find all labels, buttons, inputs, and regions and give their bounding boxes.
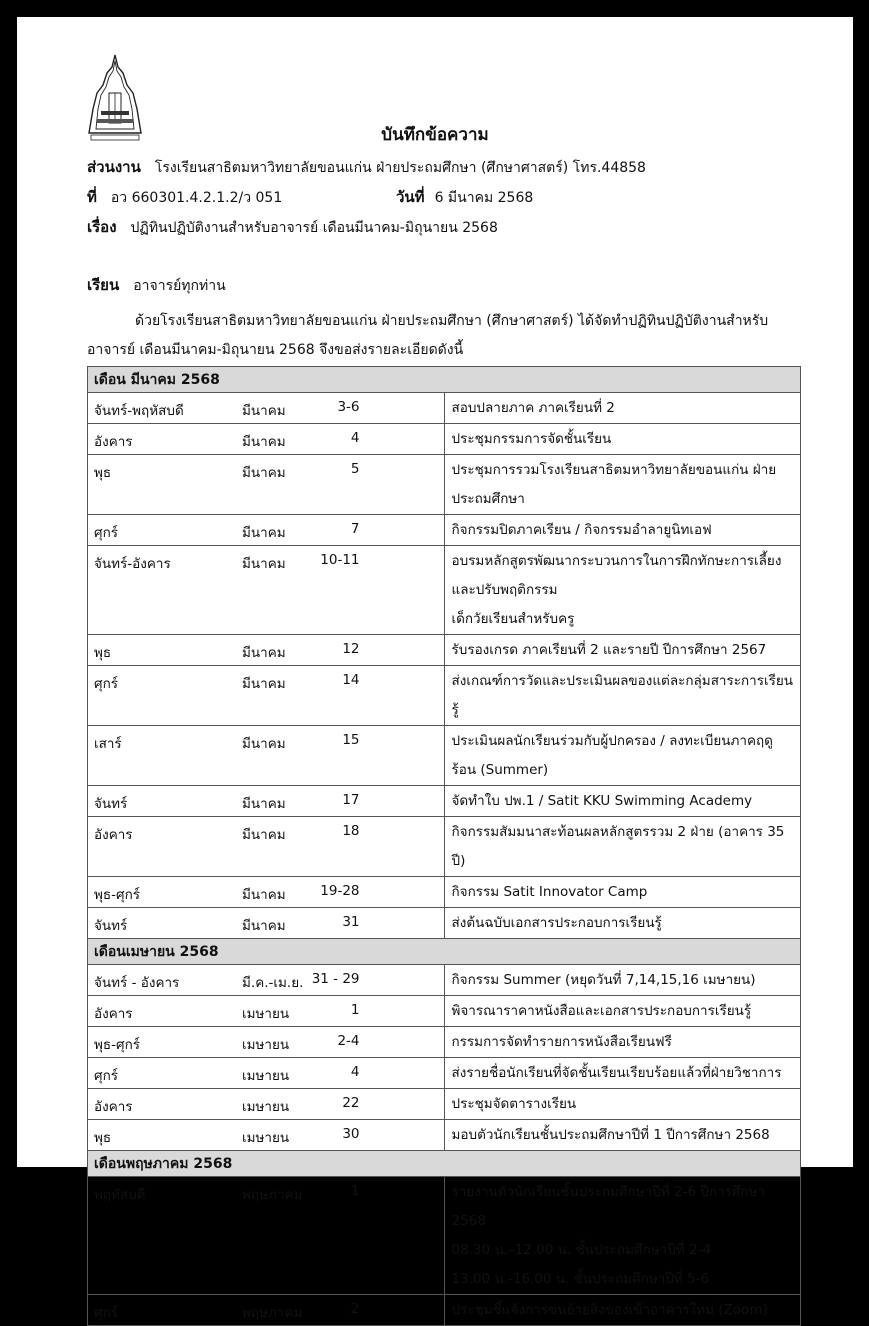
table-row xyxy=(88,635,801,666)
table-row xyxy=(88,786,801,817)
day-name: จันทร์-อังคาร xyxy=(94,556,171,572)
memo-title: บันทึกข้อความ xyxy=(381,125,489,145)
month-name: พฤษภาคม xyxy=(242,1305,303,1321)
date-cell xyxy=(88,965,445,996)
date-label: วันที่ xyxy=(396,188,425,206)
day-name: พุธ xyxy=(94,1130,112,1146)
date-cell xyxy=(88,1120,445,1151)
activity-text: มอบตัวนักเรียนชั้นประถมศึกษาปีที่ 1 ปีการศึกษา 2568 xyxy=(451,1127,770,1143)
date-number: 5 xyxy=(350,461,360,477)
date-cell xyxy=(88,726,445,786)
schedule-table xyxy=(87,366,801,1326)
activity-text: ประชุมการรวมโรงเรียนสาธิตมหาวิทยาลัยขอนแก่น ฝ่ายประถมศึกษา xyxy=(451,462,777,507)
activity-cell xyxy=(444,1089,801,1120)
table-row xyxy=(88,726,801,786)
day-name: พฤหัสบดี xyxy=(94,1187,146,1203)
activity-text: ส่งเกณฑ์การวัดและประเมินผลของแต่ละกลุ่มสาระการเรียนรู้ xyxy=(451,673,794,718)
activity-text: รับรองเกรด ภาคเรียนที่ 2 และรายปี ปีการศึกษา 2567 xyxy=(451,642,767,658)
activity-cell xyxy=(444,393,801,424)
recipient-value: อาจารย์ทุกท่าน xyxy=(133,278,226,294)
date-cell xyxy=(88,666,445,726)
date-cell xyxy=(88,908,445,939)
date-number: 10-11 xyxy=(320,552,360,568)
table-row xyxy=(88,546,801,635)
month-name: มีนาคม xyxy=(242,645,286,661)
table-row xyxy=(88,1089,801,1120)
activity-cell xyxy=(444,996,801,1027)
subject-label: เรื่อง xyxy=(87,218,117,236)
date-cell xyxy=(88,817,445,877)
date-cell xyxy=(88,424,445,455)
month-name: มีนาคม xyxy=(242,676,286,692)
day-name: อังคาร xyxy=(94,1099,133,1115)
activity-text: 13.00 น.-16.00 น. ชั้นประถมศึกษาปีที่ 5-6 xyxy=(451,1271,710,1287)
date-number: 1 xyxy=(350,1002,360,1018)
month-name: พฤษภาคม xyxy=(242,1187,303,1203)
month-header-row xyxy=(88,367,801,393)
day-name: พุธ xyxy=(94,645,112,661)
body-line: ด้วยโรงเรียนสาธิตมหาวิทยาลัยขอนแก่น ฝ่ายประถมศึกษา (ศึกษาศาสตร์) ได้จัดทำปฏิทินปฏิบัติงานสำหรับ xyxy=(135,313,769,329)
month-header: เดือนเมษายน 2568 xyxy=(88,939,801,965)
activity-text: กิจกรรมปิดภาคเรียน / กิจกรรมอำลายูนิทเอฟ xyxy=(451,522,712,538)
date-cell xyxy=(88,1089,445,1120)
day-name: พุธ-ศุกร์ xyxy=(94,887,141,903)
activity-cell xyxy=(444,1120,801,1151)
day-name: จันทร์-พฤหัสบดี xyxy=(94,403,184,419)
date-cell xyxy=(88,635,445,666)
activity-text: ประเมินผลนักเรียนร่วมกับผู้ปกครอง / ลงทะเบียนภาคฤดูร้อน (Summer) xyxy=(451,733,773,778)
month-header-row xyxy=(88,1151,801,1177)
activity-cell xyxy=(444,908,801,939)
date-number: 19-28 xyxy=(320,883,360,899)
table-row xyxy=(88,908,801,939)
month-name: มีนาคม xyxy=(242,403,286,419)
date-cell xyxy=(88,455,445,515)
activity-cell xyxy=(444,666,801,726)
month-name: มีนาคม xyxy=(242,465,286,481)
table-row xyxy=(88,1120,801,1151)
activity-text: เด็กวัยเรียนสำหรับครู xyxy=(451,611,575,627)
department-label: ส่วนงาน xyxy=(87,158,141,176)
month-header-row xyxy=(88,939,801,965)
day-name: พุธ-ศุกร์ xyxy=(94,1037,141,1053)
date-number: 14 xyxy=(342,672,360,688)
recipient-label: เรียน xyxy=(87,276,120,294)
date-number: 4 xyxy=(350,1064,360,1080)
month-header: เดือนพฤษภาคม 2568 xyxy=(88,1151,801,1177)
month-name: มีนาคม xyxy=(242,796,286,812)
activity-cell xyxy=(444,786,801,817)
activity-cell xyxy=(444,1027,801,1058)
day-name: ศุกร์ xyxy=(94,525,118,541)
date-number: 7 xyxy=(350,521,360,537)
day-name: อังคาร xyxy=(94,827,133,843)
activity-text: อบรมหลักสูตรพัฒนากระบวนการในการฝึกทักษะการเลี้ยงและปรับพฤติกรรม xyxy=(451,553,782,598)
month-name: มีนาคม xyxy=(242,736,286,752)
activity-cell xyxy=(444,515,801,546)
day-name: พุธ xyxy=(94,465,112,481)
activity-text: พิจารณาราคาหนังสือและเอกสารประกอบการเรียนรู้ xyxy=(451,1003,752,1019)
activity-cell xyxy=(444,726,801,786)
month-name: มี.ค.-เม.ย. xyxy=(242,975,304,991)
month-name: เมษายน xyxy=(242,1006,290,1022)
department-value: โรงเรียนสาธิตมหาวิทยาลัยขอนแก่น ฝ่ายประถมศึกษา (ศึกษาศาสตร์) โทร.44858 xyxy=(154,160,646,176)
date-number: 22 xyxy=(342,1095,360,1111)
reference-line xyxy=(87,185,282,209)
date-cell xyxy=(88,1058,445,1089)
date-cell xyxy=(88,877,445,908)
day-name: อังคาร xyxy=(94,1006,133,1022)
table-row xyxy=(88,393,801,424)
date-number: 17 xyxy=(342,792,360,808)
date-number: 12 xyxy=(342,641,360,657)
table-row xyxy=(88,1177,801,1295)
day-name: จันทร์ xyxy=(94,918,128,934)
date-number: 31 - 29 xyxy=(311,971,360,987)
date-line xyxy=(396,185,533,209)
activity-cell xyxy=(444,817,801,877)
date-cell xyxy=(88,393,445,424)
month-name: มีนาคม xyxy=(242,827,286,843)
date-cell xyxy=(88,546,445,635)
month-name: เมษายน xyxy=(242,1130,290,1146)
month-name: มีนาคม xyxy=(242,434,286,450)
activity-cell xyxy=(444,965,801,996)
day-name: จันทร์ xyxy=(94,796,128,812)
day-name: อังคาร xyxy=(94,434,133,450)
date-number: 30 xyxy=(342,1126,360,1142)
table-row xyxy=(88,515,801,546)
date-value: 6 มีนาคม 2568 xyxy=(434,190,534,206)
activity-text: กิจกรรม Summer (หยุดวันที่ 7,14,15,16 เมษายน) xyxy=(451,972,756,988)
activity-cell xyxy=(444,635,801,666)
date-number: 15 xyxy=(342,732,360,748)
table-row xyxy=(88,996,801,1027)
department-line xyxy=(87,155,646,179)
date-number: 4 xyxy=(350,430,360,446)
table-row xyxy=(88,877,801,908)
activity-text: ประชุมกรรมการจัดชั้นเรียน xyxy=(451,431,612,447)
date-number: 31 xyxy=(342,914,360,930)
date-number: 18 xyxy=(342,823,360,839)
day-name: ศุกร์ xyxy=(94,676,118,692)
activity-cell xyxy=(444,877,801,908)
date-cell xyxy=(88,1177,445,1295)
subject-line xyxy=(87,215,498,239)
table-row xyxy=(88,424,801,455)
activity-cell xyxy=(444,1058,801,1089)
activity-text: รายงานตัวนักเรียนชั้นประถมศึกษาปีที่ 2-6 ปีการศึกษา 2568 xyxy=(451,1184,766,1229)
activity-text: กรรมการจัดทำรายการหนังสือเรียนฟรี xyxy=(451,1034,672,1050)
table-row xyxy=(88,1295,801,1326)
day-name: ศุกร์ xyxy=(94,1305,118,1321)
activity-cell xyxy=(444,1177,801,1295)
activity-text: กิจกรรม Satit Innovator Camp xyxy=(451,884,648,900)
reference-label: ที่ xyxy=(87,188,97,206)
activity-text: ส่งรายชื่อนักเรียนที่จัดชั้นเรียนเรียบร้อยแล้วที่ฝ่ายวิชาการ xyxy=(451,1065,782,1081)
date-cell xyxy=(88,786,445,817)
month-name: เมษายน xyxy=(242,1037,290,1053)
date-cell xyxy=(88,996,445,1027)
month-name: มีนาคม xyxy=(242,525,286,541)
day-name: ศุกร์ xyxy=(94,1068,118,1084)
activity-cell xyxy=(444,546,801,635)
body-line: อาจารย์ เดือนมีนาคม-มิถุนายน 2568 จึงขอส่งรายละเอียดดังนี้ xyxy=(87,342,464,358)
month-name: มีนาคม xyxy=(242,556,286,572)
activity-text: ประชุมจัดตารางเรียน xyxy=(451,1096,577,1112)
table-row xyxy=(88,1058,801,1089)
date-number: 2 xyxy=(350,1301,360,1317)
date-number: 1 xyxy=(350,1183,360,1199)
body-paragraph xyxy=(87,307,787,365)
activity-cell xyxy=(444,455,801,515)
activity-text: 08.30 น.–12.00 น. ชั้นประถมศึกษาปีที่ 2-4 xyxy=(451,1242,712,1258)
date-number: 2-4 xyxy=(337,1033,360,1049)
month-name: เมษายน xyxy=(242,1099,290,1115)
day-name: จันทร์ - อังคาร xyxy=(94,975,180,991)
activity-cell xyxy=(444,1295,801,1326)
table-row xyxy=(88,455,801,515)
table-row xyxy=(88,666,801,726)
date-cell xyxy=(88,515,445,546)
month-name: เมษายน xyxy=(242,1068,290,1084)
recipient-line xyxy=(87,273,226,297)
date-number: 3-6 xyxy=(337,399,360,415)
month-name: มีนาคม xyxy=(242,887,286,903)
month-header: เดือน มีนาคม 2568 xyxy=(88,367,801,393)
activity-text: สอบปลายภาค ภาคเรียนที่ 2 xyxy=(451,400,615,416)
table-row xyxy=(88,817,801,877)
activity-cell xyxy=(444,424,801,455)
date-cell xyxy=(88,1295,445,1326)
memo-page xyxy=(17,17,853,1321)
table-row xyxy=(88,965,801,996)
activity-text: กิจกรรมสัมมนาสะท้อนผลหลักสูตรรวม 2 ฝ่าย (อาคาร 35 ปี) xyxy=(451,824,785,869)
activity-text: จัดทำใบ ปพ.1 / Satit KKU Swimming Academy xyxy=(451,793,753,809)
day-name: เสาร์ xyxy=(94,736,122,752)
activity-text: ส่งต้นฉบับเอกสารประกอบการเรียนรู้ xyxy=(451,915,662,931)
month-name: มีนาคม xyxy=(242,918,286,934)
table-row xyxy=(88,1027,801,1058)
activity-text: ประชุมชี้แจ้งการขนย้ายสิ่งของเข้าอาคารใหม่ (Zoom) xyxy=(451,1302,768,1318)
subject-value: ปฏิทินปฏิบัติงานสำหรับอาจารย์ เดือนมีนาคม-มิถุนายน 2568 xyxy=(130,220,498,236)
reference-value: อว 660301.4.2.1.2/ว 051 xyxy=(110,190,283,206)
date-cell xyxy=(88,1027,445,1058)
